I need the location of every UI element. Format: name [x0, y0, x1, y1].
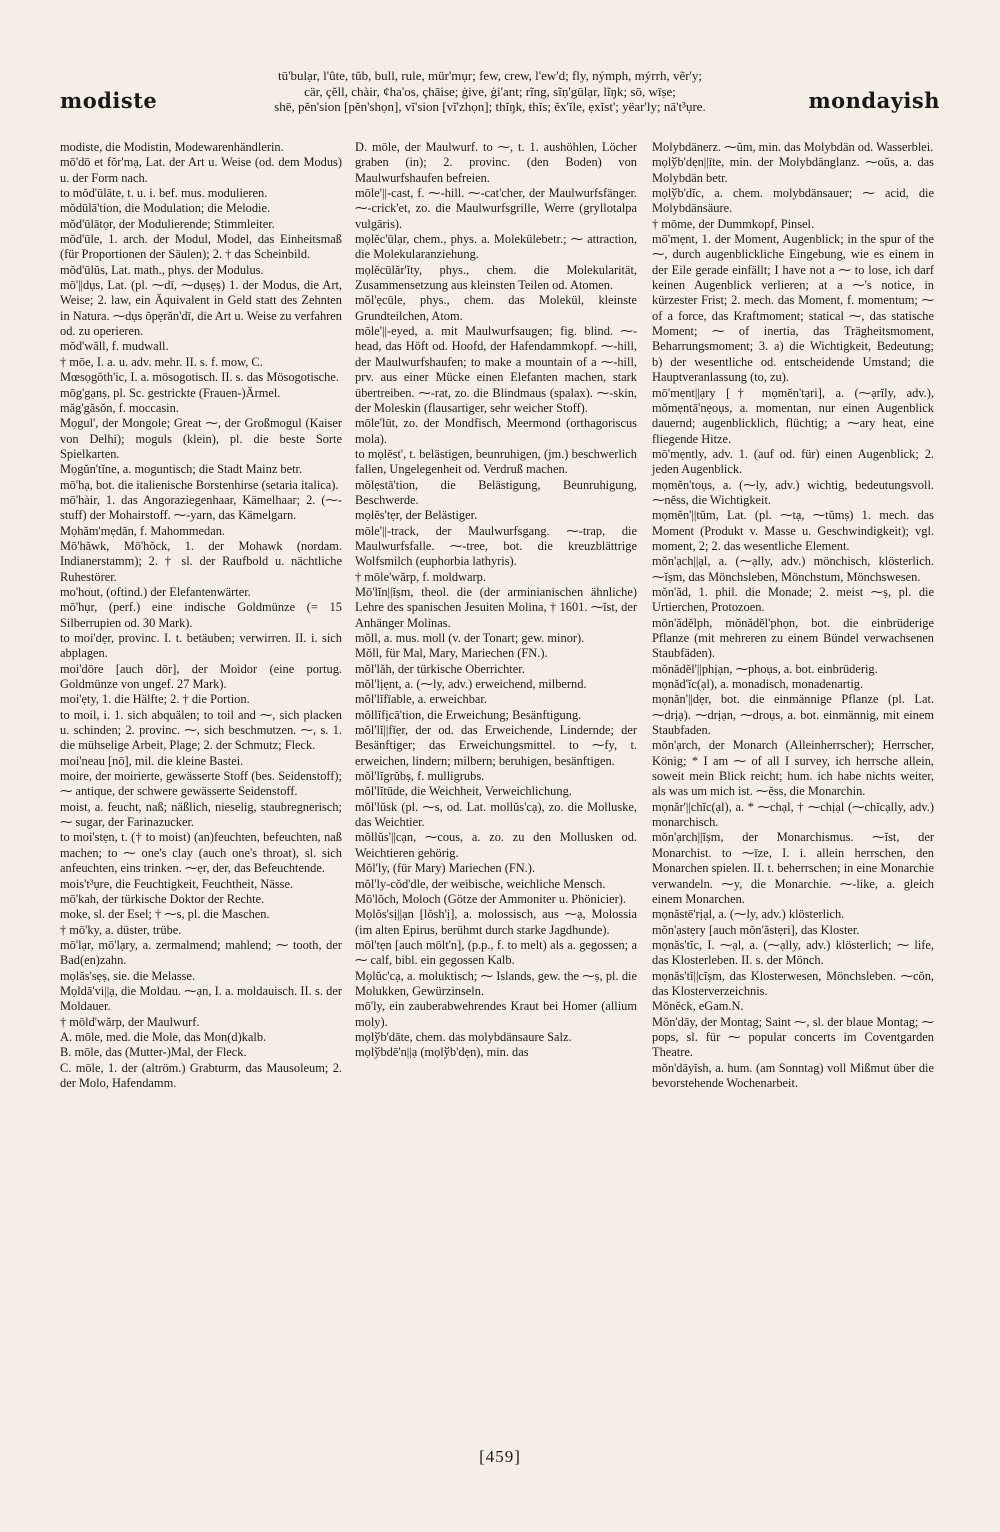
dictionary-entry: mō'ly, ein zauberabwehrendes Kraut bei Homer (allium moly). — [355, 999, 637, 1029]
dictionary-entry: mọnăd'ĭc(ạl), a. monadisch, monadenartig. — [652, 677, 864, 692]
dictionary-entry: Mọldā'vi||ạ, die Moldau. ⁓ạn, I. a. moldauisch. II. s. der Moldauer. — [60, 983, 342, 1014]
dictionary-entry: mọnăn'||dẹr, bot. die einmännige Pflanze (pl. Lat. ⁓drịạ). ⁓drịạn, ⁓droụs, a. bot. einmännig, mit einem Staubfaden. — [652, 692, 934, 738]
dictionary-entry: mŏl'lŭsk (pl. ⁓s, od. Lat. mollŭs'cạ), zo. die Molluske, das Weichtier. — [355, 799, 637, 830]
dictionary-entry: mŏllŭs'||cạn, ⁓cous, a. zo. zu den Mollusken od. Weichtieren gehörig. — [355, 830, 637, 860]
dictionary-entry: mō'mẹnt||ạry [† mọmĕn'tạri], a. (⁓ạrĭly, adv.), mŏmẹntā'nẹoụs, a. momentan, nur einen Augenblick dauernd; augenblicklich, flüchtig; a ⁓ary heat, eine fliegende Hitze. — [652, 385, 934, 446]
dictionary-entry: to moi'stẹn, t. († to moist) (an)feuchten, befeuchten, naß machen; to ⁓ one's clay (auch one's throat), sl. sich anfeuchten, eins trinken. ⁓ẹr, der, das Befeuchtende. — [60, 830, 342, 876]
dictionary-entry: mŏl'lăh, der türkische Oberrichter. — [355, 661, 525, 676]
dictionary-entry: mō'hạ, bot. die italienische Borstenhirse (setaria italica). — [60, 477, 339, 492]
dictionary-entry: mō'lạr, mō'lạry, a. zermalmend; mahlend; ⁓ tooth, der Bad(en)zahn. — [60, 937, 342, 968]
dictionary-entry: C. mōle, 1. der (altröm.) Grabturm, das Mausoleum; 2. der Molo, Hafendamm. — [60, 1060, 342, 1090]
dictionary-entry: mŏdūlā'tion, die Modulation; die Melodie. — [60, 201, 271, 216]
dictionary-entry: mō'mẹntly, adv. 1. (auf od. für) einen Augenblick; 2. jeden Augenblick. — [652, 446, 934, 477]
dictionary-entry: mŏl'ly-cŏd'dle, der weibische, weichliche Mensch. — [355, 876, 606, 891]
dictionary-entry: Mọgŭn'tĭne, a. moguntisch; die Stadt Mainz betr. — [60, 462, 303, 477]
dictionary-entry: mŏll, a. mus. moll (v. der Tonart; gew. minor). — [355, 631, 585, 645]
dictionary-entry: Mŏn'dāy, der Montag; Saint ⁓, sl. der blaue Montag; ⁓ pops, sl. für ⁓ popular concerts im Coventgarden Theatre. — [652, 1014, 934, 1060]
dictionary-entry: mŏlẹstā'tion, die Belästigung, Beunruhigung, Beschwerde. — [355, 477, 637, 507]
dictionary-entry: mŏn'ạrch||ĭṣm, der Monarchismus. ⁓ĭst, der Monarchist. to ⁓īze, I. i. allein herrschen, den Monarchen spielen. II. t. beherrschen; in eine Monarchie verwandeln. ⁓y, die Monarchie. ⁓-like, a. gleich einem Monarchen. — [652, 830, 934, 906]
dictionary-entry: Mœsọgŏth'ic, I. a. mösogotisch. II. s. das Mösogotische. — [60, 370, 339, 385]
dictionary-entry: mọlĕc'ūlạr, chem., phys. a. Molekülebetr.; ⁓ attraction, die Molekularanziehung. — [355, 232, 637, 262]
dictionary-entry: mŏl'ẹcūle, phys., chem. das Molekül, kleinste Grundteilchen, Atom. — [355, 293, 637, 323]
dictionary-entry: moire, der moirierte, gewässerte Stoff (bes. Seidenstoff); ⁓ antique, der schwere gewässerte Seidenstoff. — [60, 769, 342, 799]
dictionary-entry: to mọlĕst', t. belästigen, beunruhigen, (jm.) beschwerlich fallen, Ungelegenheit od. Verdruß machen. — [355, 446, 637, 477]
dictionary-entry: mŏn'ăd, 1. phil. die Monade; 2. meist ⁓ṣ, pl. die Urtierchen, Protozoen. — [652, 584, 934, 615]
dictionary-entry: mọlўb'dāte, chem. das molybdänsaure Salz. — [355, 1029, 572, 1044]
dictionary-entry: mŏn'ạch||ạl, a. (⁓ạlly, adv.) mönchisch, klösterlich. ⁓ĭṣm, das Mönchsleben, Mönchstum, Mönchswesen. — [652, 554, 934, 584]
column-3 — [652, 140, 934, 1091]
dictionary-entry: mọnăs'tĭ||cĭṣm, das Klosterwesen, Mönchsleben. ⁓cŏn, das Klosterverzeichnis. — [652, 968, 934, 998]
pronunciation-key-line: tū'bulạr, l'ûte, tŭb, bull, rule, mür'mụr; few, crew, l'ew'd; fly, nýmph, mýrrh, vẽr'y; — [277, 68, 703, 83]
dictionary-entry: mọlўb'dĭc, a. chem. molybdänsauer; ⁓ acid, die Molybdänsäure. — [652, 186, 934, 216]
dictionary-entry: mōg'gạnṣ, pl. Sc. gestrickte (Frauen-)Ärmel. — [60, 385, 281, 400]
column-2 — [355, 140, 637, 1061]
dictionary-entry: † mōle'wărp, f. moldwarp. — [355, 569, 486, 584]
dictionary-entry: mois't³ụre, die Feuchtigkeit, Feuchtheit, Nässe. — [60, 876, 294, 891]
dictionary-entry: mọnăr'||chĭc(ạl), a. * ⁓chạl, † ⁓chịạl (⁓chĭcạlly, adv.) monarchisch. — [652, 799, 934, 830]
dictionary-entry: mọlĕs'tẹr, der Belästiger. — [355, 508, 478, 523]
dictionary-entry: mŏd'ūle, 1. arch. der Modul, Model, das Einheitsmaß (für Proportionen der Säulen); 2. † das Scheinbild. — [60, 232, 342, 262]
dictionary-entry: mŏd'wăll, f. mudwall. — [60, 339, 169, 354]
dictionary-entry: mōl'tẹn [auch mōlt'n], (p.p., f. to melt) als a. gegossen; a ⁓ calf, bibl. ein gegossen Kalb. — [355, 937, 637, 968]
dictionary-entry: mọmĕn'toụs, a. (⁓ly, adv.) wichtig, bedeutungsvoll. ⁓nĕss, die Wichtigkeit. — [652, 477, 934, 507]
dictionary-entry: mō'mẹnt, 1. der Moment, Augenblick; in the spur of the ⁓, durch augenblickliche Eingebung, wie es einem in der Eile gerade einfällt; I have not a ⁓ to lose, ich darf keinen Augenblick verlieren; at a ⁓'s notice, in kürzester Frist; 2. mech. das Moment, f. momentum; ⁓ of a force, das Kraftmoment; statical ⁓, das statische Moment; ⁓ of inertia, das Trägheitsmoment, Beharrungsmoment; 3. a) die Wichtigkeit, Bedeutung; b) der wesentliche od. entscheidende Umstand; die Hauptveranlassung (to, zu). — [652, 232, 934, 385]
pronunciation-key-line: cär, çĕll, chàir, ¢ha'os, çhāise; ġive, ġi'ant; rĩng, sĩṇ'gūlạr, lĩŋk; sō, wīṣe; — [304, 83, 676, 99]
dictionary-entry: moi'neau [nō], mil. die kleine Bastei. — [60, 753, 244, 768]
dictionary-entry: modiste, die Modistin, Modewarenhändlerin. — [60, 140, 284, 154]
dictionary-entry: Mọgul', der Mongole; Great ⁓, der Großmogul (Kaiser von Delhi); moguls (klein), pl. die beste Sorte Spielkarten. — [60, 416, 342, 461]
dictionary-entry: mō'hàir, 1. das Angoraziegenhaar, Kämelhaar; 2. (⁓-stuff) der Mohairstoff. ⁓-yarn, das Kämelgarn. — [60, 492, 342, 523]
dictionary-entry: mŏd'ūlātọr, der Modulierende; Stimmleiter. — [60, 216, 275, 231]
page-number: [459] — [479, 1447, 521, 1466]
dictionary-entry: to moi'dẹr, provinc. I. t. betäuben; verwirren. II. i. sich abplagen. — [60, 631, 342, 661]
dictionary-entry: mŏl'lịẹnt, a. (⁓ly, adv.) erweichend, milbernd. — [355, 677, 587, 692]
column-1 — [60, 140, 342, 1091]
dictionary-entry: mŏn'ạstẹry [auch mŏn'ăstẹri], das Kloster. — [652, 922, 860, 937]
dictionary-entry: Mŏnĕck, eGam.N. — [652, 999, 744, 1014]
pronunciation-key-line: shē, pĕn'sion [pĕn'shọn], vĭ'sion [vĭ'zhọn]; thĭŋk, ŧhĭs; ĕx'ĭle, ẹxĭst'; yëar'ly; nā't³ụre. — [274, 99, 706, 114]
dictionary-entry: mŏn'dāyĭsh, a. hum. (am Sonntag) voll Mißmut über die bevorstehende Wochenarbeit. — [652, 1060, 934, 1090]
dictionary-entry: mōle'lūt, zo. der Mondfisch, Meermond (orthagoriscus mola). — [355, 416, 637, 446]
dictionary-entry: Mọlŭc'cạ, a. moluktisch; ⁓ Islands, gew. the ⁓ṣ, pl. die Molukken, Gewürzinseln. — [355, 968, 637, 998]
dictionary-entry: Molybdänerz. ⁓ŭm, min. das Molybdän od. Wasserblei. — [652, 140, 934, 154]
dictionary-entry: mō'dō et fŏr'mạ, Lat. der Art u. Weise (od. dem Modus) u. der Form nach. — [60, 155, 342, 185]
dictionary-entry: mŏl'lĭfīable, a. erweichbar. — [355, 692, 487, 707]
dictionary-entry: mŏl'lĭgrŭbṣ, f. mulligrubs. — [355, 769, 485, 784]
dictionary-entry: mŏnădĕl'||phịạn, ⁓phoụs, a. bot. einbrüderig. — [652, 661, 878, 676]
dictionary-entry: mŏllĭfịcā'tion, die Erweichung; Besänftigung. — [355, 707, 582, 722]
guide-word-left: modiste — [60, 88, 158, 113]
dictionary-entry: Mọlŏs'sị||ạn [lŏsh'ị], a. molossisch, aus ⁓ạ, Molossia (im alten Epirus, berühmt durch starke Jagdhunde). — [355, 907, 637, 937]
dictionary-entry: mō'kah, der türkische Doktor der Rechte. — [60, 891, 265, 906]
dictionary-entry: Mŏl'ly, (für Mary) Mariechen (FN.). — [355, 861, 536, 876]
dictionary-entry: mọnăs'tĭc, I. ⁓ạl, a. (⁓ạlly, adv.) klösterlich; ⁓ life, das Klosterleben. II. s. der Mönch. — [652, 937, 934, 968]
dictionary-entry: mọnăstē'rịạl, a. (⁓ly, adv.) klösterlich. — [652, 907, 845, 922]
dictionary-entry: Mŏll, für Mal, Mary, Mariechen (FN.). — [355, 646, 548, 661]
entry-columns — [60, 140, 940, 1430]
dictionary-entry: mŏd'ūlŭs, Lat. math., phys. der Modulus. — [60, 262, 264, 277]
dictionary-entry: mọlĕcūlăr'ĭty, phys., chem. die Molekularität, Zusammensetzung aus kleinsten Teilen od. Atomen. — [355, 262, 637, 293]
dictionary-entry: to moil, i. 1. sich abquälen; to toil and ⁓, sich placken u. schinden; 2. provinc. ⁓, sich beschmutzen. ⁓, s. 1. die mühselige Arbeit, Plage; 2. der Schmutz; Fleck. — [60, 707, 342, 753]
dictionary-entry: † mōld'wărp, der Maulwurf. — [60, 1014, 200, 1029]
dictionary-entry: Mō'hăwk, Mō'hŏck, 1. der Mohawk (nordam. Indianerstamm); 2. † sl. der Raufbold u. nächtliche Ruhestörer. — [60, 538, 342, 584]
dictionary-entry: moist, a. feucht, naß; näßlich, nieselig, staubregnerisch; ⁓ sugar, der Farinazucker. — [60, 799, 342, 830]
dictionary-entry: moke, sl. der Esel; † ⁓s, pl. die Maschen. — [60, 907, 270, 922]
dictionary-entry: mọmĕn'||tŭm, Lat. (pl. ⁓tạ, ⁓tŭmṣ) 1. mech. das Moment (Produkt v. Masse u. Geschwindigkeit); vgl. moment, 2; 2. das wesentliche Element. — [652, 508, 934, 553]
dictionary-entry: mọlўbdē'n||ạ (mọlўb'dẹn), min. das — [355, 1045, 529, 1060]
dictionary-entry: Mō'lĭn||ĭṣm, theol. die (der arminianischen ähnliche) Lehre des spanischen Jesuiten Molina, † 1601. ⁓ĭst, der Anhänger Molinas. — [355, 584, 637, 630]
dictionary-entry: mo'hout, (oftind.) der Elefantenwärter. — [60, 584, 251, 599]
dictionary-entry: Mō'lŏch, Moloch (Götze der Ammoniter u. Phönicier). — [355, 891, 626, 906]
dictionary-entry: moi'ẹty, 1. die Hälfte; 2. † die Portion. — [60, 692, 250, 707]
dictionary-entry: Mọhăm'mẹdăn, f. Mahommedan. — [60, 523, 225, 538]
dictionary-entry: † mō'ky, a. düster, trübe. — [60, 922, 182, 937]
dictionary-entry: mō'hụr, (perf.) eine indische Goldmünze (= 15 Silberrupien od. 30 Mark). — [60, 600, 342, 630]
dictionary-entry: mōle'||-cast, f. ⁓-hill. ⁓-cat'cher, der Maulwurfsfänger. ⁓-crick'et, zo. die Maulwurfsgrille, Werre (gryllotalpa vulgāris). — [355, 186, 637, 231]
dictionary-entry: mŏl'lĭ||fīẹr, der od. das Erweichende, Lindernde; der Besänftiger; das Erweichungsmittel. to ⁓fy, t. erweichen, lindern; milbern; beruhigen, besänftigen. — [355, 723, 637, 768]
dictionary-entry: † mōme, der Dummkopf, Pinsel. — [652, 216, 815, 231]
dictionary-entry: măg'găsŏn, f. moccasin. — [60, 400, 179, 415]
dictionary-entry: mōle'||-eyed, a. mit Maulwurfsaugen; fig. blind. ⁓-head, das Höft od. Hoofd, der Hafendammkopf. ⁓-hill, der Maulwurfshaufen; to make a mountain of a ⁓-hill, prv. aus einer Mücke einen Elefanten machen, stark übertreiben. ⁓-rat, zo. die Blindmaus (spalax). ⁓-skin, der Moleskin (flausartiger, sehr weicher Stoff). — [355, 324, 637, 415]
dictionary-entry: mọlўb'dẹn||īte, min. der Molybdänglanz. ⁓oŭs, a. das Molybdän betr. — [652, 155, 934, 185]
dictionary-entry: mōle'||-track, der Maulwurfsgang. ⁓-trap, die Maulwurfsfalle. ⁓-tree, bot. die kreuzblättrige Wolfsmilch (euphorbia lathyris). — [355, 523, 637, 569]
dictionary-entry: † mōe, I. a. u. adv. mehr. II. s. f. mow, C. — [60, 354, 263, 369]
guide-word-right: mondayish — [808, 88, 940, 113]
pronunciation-key — [180, 68, 800, 115]
dictionary-entry: to mŏd'ūlāte, t. u. i. bef. mus. modulieren. — [60, 186, 268, 201]
dictionary-entry: mŏl'lĭtūde, die Weichheit, Verweichlichung. — [355, 784, 572, 799]
dictionary-entry: mō'||dụs, Lat. (pl. ⁓dī, ⁓dụsẹṣ) 1. der Modus, die Art, Weise; 2. law, ein Äquivalent in Geld statt des Zehnten in Natura. ⁓dụs ŏpẹrăn'dī, die Art u. Weise zu verfahren od. zu operieren. — [60, 278, 342, 339]
dictionary-entry: mŏn'ădĕlph, mŏnădĕl'phọn, bot. die einbrüderige Pflanze (mit mehreren zu einem Bündel verwachsenen Staubfäden). — [652, 615, 934, 661]
dictionary-entry: mŏn'ạrch, der Monarch (Alleinherrscher); Herrscher, König; * I am ⁓ of all I survey, ich herrsche allein, soweit mein Blick reicht; hum. ich habe nichts weiter, als was um mich ist. ⁓ĕss, die Monarchin. — [652, 738, 934, 799]
dictionary-entry: B. mōle, das (Mutter-)Mal, der Fleck. — [60, 1045, 247, 1060]
page-header — [60, 68, 940, 120]
dictionary-entry: A. mōle, med. die Mole, das Mon(d)kalb. — [60, 1029, 267, 1044]
dictionary-entry: D. mōle, der Maulwurf. to ⁓, t. 1. aushöhlen, Löcher graben (in); 2. provinc. (den Boden) von Maulwurfshaufen befreien. — [355, 140, 637, 185]
dictionary-entry: moi'dōre [auch dōr], der Moidor (eine portug. Goldmünze von ungef. 27 Mark). — [60, 661, 342, 692]
dictionary-entry: mọlăs'sẹṣ, sie. die Melasse. — [60, 968, 196, 983]
